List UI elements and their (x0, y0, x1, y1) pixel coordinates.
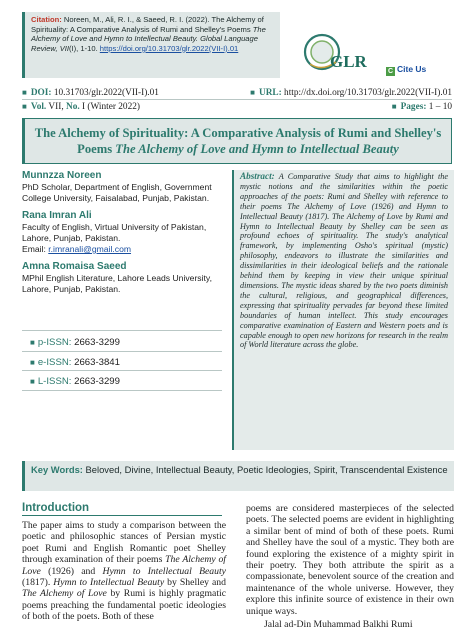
square-bullet-icon: ■ (30, 338, 35, 347)
body-text: by Shelley and (164, 577, 226, 589)
cite-us-button[interactable] (386, 64, 426, 76)
url-field (250, 88, 452, 98)
vol-label: Vol. (30, 102, 47, 112)
keywords-text: Beloved, Divine, Intellectual Beauty, Poetic Ideologies, Spirit, Transcendental Existence (82, 464, 448, 475)
divider (22, 351, 222, 352)
p-issn-value: 2663-3299 (71, 337, 120, 348)
body-text: Jalal ad-Din Muhammad Balkhi Rumi (264, 619, 413, 631)
body-text: The paper aims to study a comparison between the poetic and philosophic stances of Persian mystic poet Rumi and English Romantic poet Shelley through examination of their poems (22, 520, 226, 566)
no-value: I (Winter 2022) (79, 102, 140, 112)
p-issn (30, 337, 220, 348)
author-name: Rana Imran Ali (22, 210, 92, 221)
info-row-doi (22, 88, 452, 98)
journal-logo-text: GLR (330, 52, 367, 71)
citation-journal: The Alchemy of Love and Hymn to Intellectual Beauty. Global Language Review, VII (31, 24, 266, 53)
author-affiliation: MPhil English Literature, Lahore Leads University, Lahore, Punjab, Pakistan. (22, 273, 212, 294)
divider (22, 370, 222, 371)
square-bullet-icon: ■ (30, 358, 35, 367)
intro-paragraph (22, 520, 226, 623)
bullet-icon: ■ (391, 102, 397, 111)
paper-title-italic: The Alchemy of Love and Hymn to Intellectual Beauty (115, 142, 399, 156)
abstract-text: A Comparative Study that aims to highlight the mystic notions and the similarities within the poetic approaches of the poets: Rumi and Shelley with reference to their poems The Alchemy of Love (1926) and Hymn to Intellectual Beauty (1817). The Alchemy of Love by Rumi and Hymn to Intellectual Beauty by Shelley can be seen as profound echoes of spirituality. The study's analytical framework, by implementing Osho's spiritual (mystic) philosophy, endeavors to illustrate the similarities and dissimilarities in their ideological beliefs and the rationale behind them by keeping in view their unique spiritual dimensions. The mystic ideas shared by the two poets diminish the cultural, religious, and geographical differences, expressing that spirituality pervades far beyond these limited boundaries of human intellect. This study encourages comparative examination of Eastern and Western poets and is capable enough to open new horizons for research in the realm of World literature across the globe. (240, 172, 448, 350)
body-text: by Rumi is highly pragmatic poems preaching the fundamental poetic ideologies of both of the poets. Both of these (22, 588, 226, 623)
author-name: Amna Romaisa Saeed (22, 261, 127, 272)
cite-us-label: Cite Us (397, 64, 427, 74)
email-label: Email: (22, 244, 49, 254)
intro-paragraph-continued (246, 503, 454, 630)
divider (22, 99, 452, 100)
author-email (22, 244, 222, 255)
citation-label: Citation: (31, 15, 62, 24)
citation-box (22, 12, 280, 78)
email-link[interactable]: r.imranali@gmail.com (48, 244, 132, 254)
author-affiliation: Faculty of English, Virtual University of Pakistan, Lahore, Punjab, Pakistan. (22, 222, 207, 243)
citation-issue: (I), 1-10. (68, 43, 100, 53)
l-issn (30, 376, 220, 387)
abstract-box (232, 170, 454, 450)
keywords-label: Key Words: (31, 464, 83, 475)
abstract-label: Abstract: (240, 171, 275, 181)
url-label: URL: (259, 88, 282, 98)
authors-block (22, 170, 222, 301)
section-heading: Introduction (22, 502, 222, 516)
bullet-icon: ■ (22, 102, 27, 111)
e-issn (30, 357, 220, 368)
bullet-icon: ■ (22, 88, 27, 97)
keywords-box (22, 461, 454, 491)
bullet-icon: ■ (250, 88, 255, 97)
e-issn-label: e-ISSN: (37, 357, 72, 368)
citation-text: Noreen, M., Ali, R. I., & Saeed, R. I. (2022). The Alchemy of Spirituality: A Comparative Analysis of Rumi and Shelley's Poems (31, 15, 264, 34)
vol-value: VII, (46, 102, 66, 112)
citation-doi-link[interactable]: https://doi.org/10.31703/glr.2022(VII-I).01 (99, 43, 239, 53)
body-text: (1817). (22, 577, 54, 589)
pages-label: Pages: (400, 102, 427, 112)
body-text-italic: Hymn to Intellectual Beauty (102, 565, 226, 577)
author-name: Munnzza Noreen (22, 170, 102, 181)
body-text-italic: The Alchemy of Love (22, 588, 107, 600)
paper-title-main: The Alchemy of Spirituality: A Comparative Analysis of Rumi and Shelley's Poems (34, 126, 442, 156)
p-issn-label: p-ISSN: (37, 337, 72, 348)
l-issn-value: 2663-3299 (71, 376, 120, 387)
square-bullet-icon: ■ (30, 377, 35, 386)
pages-value: 1 – 10 (426, 102, 452, 112)
pages-field (392, 102, 452, 112)
e-issn-value: 2663-3841 (71, 357, 120, 368)
cite-icon: C (387, 68, 394, 75)
url-value[interactable]: http://dx.doi.org/10.31703/glr.2022(VII-I).01 (281, 88, 452, 98)
body-text-italic: The Alchemy of Love (22, 554, 226, 577)
paper-title (22, 118, 452, 164)
author-affiliation: PhD Scholar, Department of English, Government College University, Faisalabad, Punjab, Pakistan. (22, 182, 212, 203)
doi-label: DOI: (30, 88, 52, 98)
divider (22, 390, 222, 391)
body-text-italic: Hymn to Intellectual Beauty (53, 577, 165, 589)
body-text: (1926) and (40, 565, 103, 577)
no-label: No. (65, 102, 80, 112)
l-issn-label: L-ISSN: (37, 376, 72, 387)
divider (22, 330, 222, 331)
doi-value[interactable]: 10.31703/glr.2022(VII-I).01 (51, 88, 159, 98)
info-row-volume (22, 102, 452, 112)
body-text: poems are considered masterpieces of the selected poets. The selected poems are evident in highlighting a similar bent of mind of both of these poets. Rumi and Shelley have the soul of a mystic. They both are found exploring the existence of a mighty spirit in their poetry. They both attribute the spirit as a compassionate, benevolent source of the creation and maintenance of the whole universe. However, they explore this infinite source of existence in their own unique ways. (246, 503, 454, 617)
